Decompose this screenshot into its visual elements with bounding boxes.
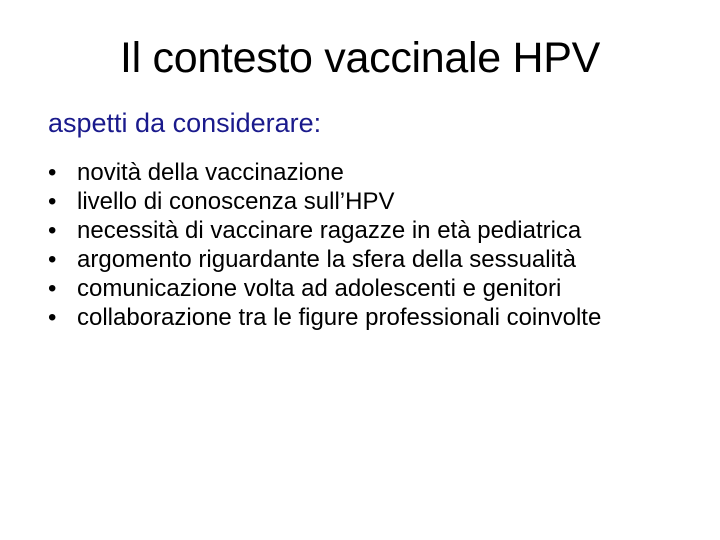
bullet-text: livello di conoscenza sull’HPV [77, 188, 395, 215]
bullet-item [48, 274, 688, 303]
bullet-text: argomento riguardante la sfera della sessualità [77, 246, 576, 273]
bullet-item [48, 245, 688, 274]
bullet-text: comunicazione volta ad adolescenti e genitori [77, 275, 562, 302]
bullet-item [48, 216, 688, 245]
bullet-text: collaborazione tra le figure professionali coinvolte [77, 304, 602, 331]
bullet-icon: • [48, 217, 57, 244]
bullet-item [48, 187, 688, 216]
bullet-icon: • [48, 188, 57, 215]
bullet-icon: • [48, 246, 57, 273]
bullet-icon: • [48, 159, 57, 186]
bullet-text: novità della vaccinazione [77, 159, 344, 186]
slide-subtitle: aspetti da considerare: [48, 108, 322, 138]
bullet-icon: • [48, 275, 57, 302]
bullet-item [48, 158, 688, 187]
bullet-list [48, 158, 688, 332]
bullet-item [48, 303, 688, 332]
bullet-icon: • [48, 304, 57, 331]
bullet-text: necessità di vaccinare ragazze in età pediatrica [77, 217, 582, 244]
slide-title: Il contesto vaccinale HPV [119, 34, 601, 82]
